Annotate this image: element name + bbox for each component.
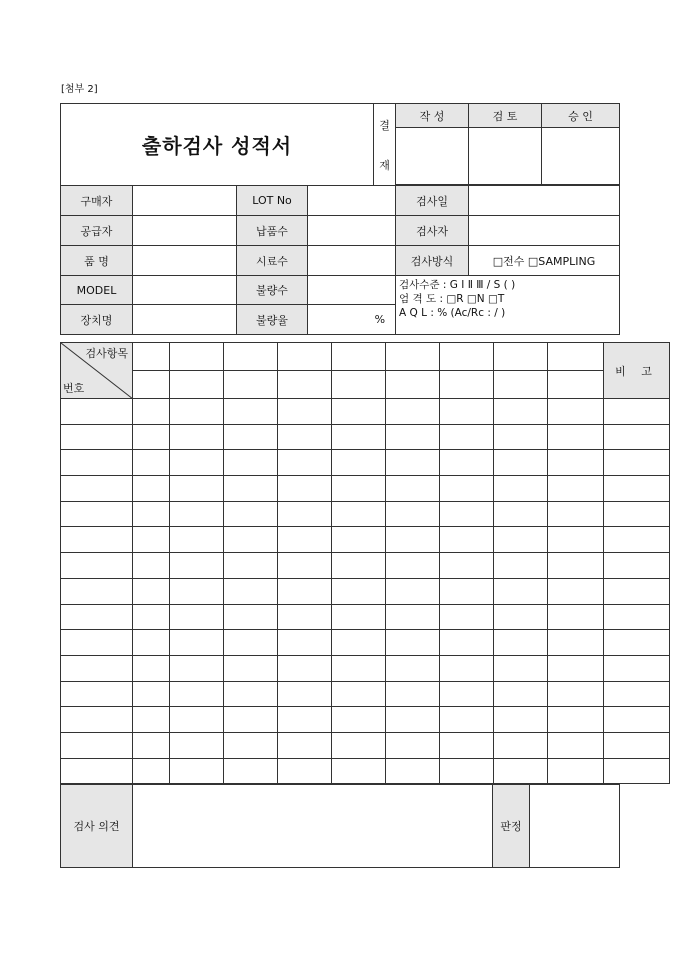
item-cell[interactable] bbox=[278, 371, 332, 399]
result-cell[interactable] bbox=[332, 630, 386, 656]
result-cell[interactable] bbox=[278, 501, 332, 527]
percent-sign: % bbox=[374, 313, 386, 326]
result-cell[interactable] bbox=[224, 758, 278, 784]
item-cell[interactable] bbox=[170, 371, 224, 399]
result-cell[interactable] bbox=[170, 578, 224, 604]
result-cell[interactable] bbox=[278, 476, 332, 502]
result-cell[interactable] bbox=[133, 501, 170, 527]
result-cell[interactable] bbox=[548, 707, 604, 733]
result-cell[interactable] bbox=[278, 450, 332, 476]
defect-rate-label: 불량율 bbox=[237, 305, 308, 335]
delivery-qty-label: 납품수 bbox=[237, 216, 308, 246]
item-cell[interactable] bbox=[278, 343, 332, 371]
result-cell[interactable] bbox=[440, 553, 494, 579]
result-cell[interactable] bbox=[224, 655, 278, 681]
table-row bbox=[61, 732, 670, 758]
table-row bbox=[61, 501, 670, 527]
row-number-cell[interactable] bbox=[61, 655, 133, 681]
table-row bbox=[61, 630, 670, 656]
table-row bbox=[61, 655, 670, 681]
result-cell[interactable] bbox=[332, 655, 386, 681]
result-cell[interactable] bbox=[133, 732, 170, 758]
result-cell[interactable] bbox=[332, 476, 386, 502]
result-cell[interactable] bbox=[133, 450, 170, 476]
remarks-cell[interactable] bbox=[604, 527, 670, 553]
result-cell[interactable] bbox=[133, 630, 170, 656]
result-cell[interactable] bbox=[440, 399, 494, 425]
table-row bbox=[61, 758, 670, 784]
result-cell[interactable] bbox=[332, 527, 386, 553]
remarks-cell[interactable] bbox=[604, 476, 670, 502]
result-cell[interactable] bbox=[386, 399, 440, 425]
result-cell[interactable] bbox=[278, 553, 332, 579]
table-row bbox=[61, 681, 670, 707]
inspection-date-label: 검사일 bbox=[396, 186, 469, 216]
result-cell[interactable] bbox=[224, 450, 278, 476]
result-cell[interactable] bbox=[494, 732, 548, 758]
result-cell[interactable] bbox=[494, 501, 548, 527]
result-cell[interactable] bbox=[494, 553, 548, 579]
result-cell[interactable] bbox=[440, 681, 494, 707]
table-row bbox=[61, 399, 670, 425]
result-cell[interactable] bbox=[170, 553, 224, 579]
result-cell[interactable] bbox=[440, 604, 494, 630]
remarks-cell[interactable] bbox=[604, 732, 670, 758]
result-cell[interactable] bbox=[224, 501, 278, 527]
item-cell[interactable] bbox=[133, 371, 170, 399]
result-cell[interactable] bbox=[440, 707, 494, 733]
remarks-cell[interactable] bbox=[604, 655, 670, 681]
row-number-cell[interactable] bbox=[61, 681, 133, 707]
approval-approved: 승 인 bbox=[542, 104, 620, 128]
result-cell[interactable] bbox=[278, 758, 332, 784]
result-cell[interactable] bbox=[440, 758, 494, 784]
result-cell[interactable] bbox=[133, 553, 170, 579]
result-cell[interactable] bbox=[278, 578, 332, 604]
result-cell[interactable] bbox=[494, 655, 548, 681]
result-cell[interactable] bbox=[278, 399, 332, 425]
remarks-cell[interactable] bbox=[604, 553, 670, 579]
remarks-cell[interactable] bbox=[604, 450, 670, 476]
result-cell[interactable] bbox=[133, 655, 170, 681]
remarks-cell[interactable] bbox=[604, 578, 670, 604]
result-cell[interactable] bbox=[224, 604, 278, 630]
result-cell[interactable] bbox=[386, 476, 440, 502]
result-cell[interactable] bbox=[386, 707, 440, 733]
result-cell[interactable] bbox=[224, 732, 278, 758]
header-table bbox=[60, 103, 620, 335]
result-cell[interactable] bbox=[224, 578, 278, 604]
grid-corner-header bbox=[61, 343, 133, 399]
table-row bbox=[61, 578, 670, 604]
result-cell[interactable] bbox=[494, 527, 548, 553]
result-cell[interactable] bbox=[548, 501, 604, 527]
result-cell[interactable] bbox=[170, 732, 224, 758]
approval-written: 작 성 bbox=[396, 104, 469, 128]
result-cell[interactable] bbox=[332, 707, 386, 733]
row-number-cell[interactable] bbox=[61, 399, 133, 425]
result-cell[interactable] bbox=[386, 630, 440, 656]
result-cell[interactable] bbox=[278, 630, 332, 656]
table-row bbox=[61, 604, 670, 630]
opinion-value[interactable] bbox=[133, 785, 493, 868]
table-row bbox=[61, 527, 670, 553]
result-cell[interactable] bbox=[548, 553, 604, 579]
remarks-cell[interactable] bbox=[604, 399, 670, 425]
result-cell[interactable] bbox=[332, 681, 386, 707]
result-cell[interactable] bbox=[332, 604, 386, 630]
result-cell[interactable] bbox=[386, 501, 440, 527]
aql: A Q L : % (Ac/Rc : / ) bbox=[399, 307, 506, 319]
result-cell[interactable] bbox=[133, 399, 170, 425]
strictness: 엄 격 도 : □R □N □T bbox=[399, 293, 505, 305]
result-cell[interactable] bbox=[170, 501, 224, 527]
item-cell[interactable] bbox=[440, 343, 494, 371]
table-row bbox=[61, 424, 670, 450]
buyer-label: 구매자 bbox=[61, 186, 133, 216]
delivery-qty-value[interactable] bbox=[308, 216, 396, 246]
item-cell[interactable] bbox=[332, 371, 386, 399]
inspection-grid bbox=[60, 342, 670, 784]
result-cell[interactable] bbox=[548, 424, 604, 450]
approval-reviewed-cell[interactable] bbox=[469, 128, 542, 185]
row-number-cell[interactable] bbox=[61, 578, 133, 604]
remarks-cell[interactable] bbox=[604, 501, 670, 527]
buyer-value[interactable] bbox=[133, 186, 237, 216]
document-title: 출하검사 성적서 bbox=[61, 104, 374, 186]
result-cell[interactable] bbox=[278, 604, 332, 630]
row-number-cell[interactable] bbox=[61, 553, 133, 579]
item-cell[interactable] bbox=[332, 343, 386, 371]
result-cell[interactable] bbox=[332, 758, 386, 784]
approval-label-bottom: 재 bbox=[379, 158, 390, 172]
table-row bbox=[61, 707, 670, 733]
result-cell[interactable] bbox=[386, 681, 440, 707]
result-cell[interactable] bbox=[332, 501, 386, 527]
result-cell[interactable] bbox=[440, 501, 494, 527]
remarks-header: 비 고 bbox=[604, 343, 670, 399]
approval-written-cell[interactable] bbox=[396, 128, 469, 185]
approval-label-top: 결 bbox=[379, 118, 390, 132]
result-cell[interactable] bbox=[332, 399, 386, 425]
result-cell[interactable] bbox=[133, 604, 170, 630]
item-cell[interactable] bbox=[133, 343, 170, 371]
item-cell[interactable] bbox=[548, 343, 604, 371]
result-cell[interactable] bbox=[386, 732, 440, 758]
result-cell[interactable] bbox=[133, 424, 170, 450]
sample-qty-label: 시료수 bbox=[237, 246, 308, 276]
result-cell[interactable] bbox=[494, 450, 548, 476]
result-cell[interactable] bbox=[332, 732, 386, 758]
row-number-cell[interactable] bbox=[61, 527, 133, 553]
result-cell[interactable] bbox=[133, 527, 170, 553]
result-cell[interactable] bbox=[278, 681, 332, 707]
item-cell[interactable] bbox=[548, 371, 604, 399]
judgement-label: 판정 bbox=[493, 785, 530, 868]
result-cell[interactable] bbox=[278, 732, 332, 758]
item-cell[interactable] bbox=[224, 371, 278, 399]
product-name-label: 품 명 bbox=[61, 246, 133, 276]
result-cell[interactable] bbox=[170, 450, 224, 476]
result-cell[interactable] bbox=[133, 758, 170, 784]
item-cell[interactable] bbox=[440, 371, 494, 399]
result-cell[interactable] bbox=[494, 399, 548, 425]
result-cell[interactable] bbox=[440, 527, 494, 553]
opinion-label: 검사 의견 bbox=[61, 785, 133, 868]
inspection-standard-block bbox=[396, 276, 620, 335]
result-cell[interactable] bbox=[224, 399, 278, 425]
result-cell[interactable] bbox=[170, 681, 224, 707]
supplier-value[interactable] bbox=[133, 216, 237, 246]
result-cell[interactable] bbox=[548, 758, 604, 784]
result-cell[interactable] bbox=[494, 476, 548, 502]
result-cell[interactable] bbox=[548, 476, 604, 502]
result-cell[interactable] bbox=[170, 655, 224, 681]
result-cell[interactable] bbox=[440, 655, 494, 681]
model-label: MODEL bbox=[61, 276, 133, 305]
result-cell[interactable] bbox=[386, 604, 440, 630]
result-cell[interactable] bbox=[494, 681, 548, 707]
attachment-label: [첨부 2] bbox=[61, 84, 98, 95]
result-cell[interactable] bbox=[224, 630, 278, 656]
item-cell[interactable] bbox=[494, 371, 548, 399]
result-cell[interactable] bbox=[440, 450, 494, 476]
result-cell[interactable] bbox=[133, 578, 170, 604]
result-cell[interactable] bbox=[494, 604, 548, 630]
table-row bbox=[61, 476, 670, 502]
grid-body bbox=[61, 399, 670, 784]
result-cell[interactable] bbox=[548, 450, 604, 476]
result-cell[interactable] bbox=[170, 630, 224, 656]
result-cell[interactable] bbox=[440, 578, 494, 604]
lot-no-label: LOT No bbox=[237, 186, 308, 216]
result-cell[interactable] bbox=[386, 758, 440, 784]
result-cell[interactable] bbox=[386, 527, 440, 553]
result-cell[interactable] bbox=[170, 424, 224, 450]
defect-qty-value[interactable] bbox=[308, 276, 396, 305]
result-cell[interactable] bbox=[386, 655, 440, 681]
result-cell[interactable] bbox=[494, 630, 548, 656]
remarks-cell[interactable] bbox=[604, 758, 670, 784]
result-cell[interactable] bbox=[224, 681, 278, 707]
defect-qty-label: 불량수 bbox=[237, 276, 308, 305]
row-number-cell[interactable] bbox=[61, 630, 133, 656]
result-cell[interactable] bbox=[548, 655, 604, 681]
result-cell[interactable] bbox=[386, 450, 440, 476]
row-number-cell[interactable] bbox=[61, 450, 133, 476]
row-number-cell[interactable] bbox=[61, 732, 133, 758]
remarks-cell[interactable] bbox=[604, 681, 670, 707]
number-header: 번호 bbox=[63, 382, 85, 395]
result-cell[interactable] bbox=[494, 424, 548, 450]
row-number-cell[interactable] bbox=[61, 476, 133, 502]
item-header: 검사항목 bbox=[85, 347, 128, 360]
result-cell[interactable] bbox=[170, 527, 224, 553]
result-cell[interactable] bbox=[440, 424, 494, 450]
approval-reviewed: 검 토 bbox=[469, 104, 542, 128]
approval-label bbox=[374, 104, 396, 186]
result-cell[interactable] bbox=[170, 604, 224, 630]
remarks-cell[interactable] bbox=[604, 630, 670, 656]
result-cell[interactable] bbox=[224, 424, 278, 450]
device-name-label: 장치명 bbox=[61, 305, 133, 335]
model-value[interactable] bbox=[133, 276, 237, 305]
inspection-date-value[interactable] bbox=[469, 186, 620, 216]
inspection-method-label: 검사방식 bbox=[396, 246, 469, 276]
remarks-cell[interactable] bbox=[604, 707, 670, 733]
result-cell[interactable] bbox=[548, 630, 604, 656]
result-cell[interactable] bbox=[224, 476, 278, 502]
result-cell[interactable] bbox=[548, 681, 604, 707]
result-cell[interactable] bbox=[170, 476, 224, 502]
result-cell[interactable] bbox=[548, 604, 604, 630]
result-cell[interactable] bbox=[278, 424, 332, 450]
judgement-value[interactable] bbox=[530, 785, 620, 868]
footer-table bbox=[60, 784, 620, 868]
row-number-cell[interactable] bbox=[61, 501, 133, 527]
result-cell[interactable] bbox=[332, 553, 386, 579]
result-cell[interactable] bbox=[332, 578, 386, 604]
result-cell[interactable] bbox=[332, 450, 386, 476]
defect-rate-value[interactable] bbox=[308, 305, 396, 335]
result-cell[interactable] bbox=[386, 424, 440, 450]
inspector-label: 검사자 bbox=[396, 216, 469, 246]
result-cell[interactable] bbox=[332, 424, 386, 450]
remarks-cell[interactable] bbox=[604, 604, 670, 630]
result-cell[interactable] bbox=[278, 527, 332, 553]
inspection-method-options[interactable]: □전수 □SAMPLING bbox=[469, 246, 620, 276]
supplier-label: 공급자 bbox=[61, 216, 133, 246]
result-cell[interactable] bbox=[133, 707, 170, 733]
result-cell[interactable] bbox=[224, 553, 278, 579]
product-name-value[interactable] bbox=[133, 246, 237, 276]
lot-no-value[interactable] bbox=[308, 186, 396, 216]
result-cell[interactable] bbox=[224, 527, 278, 553]
sample-qty-value[interactable] bbox=[308, 246, 396, 276]
result-cell[interactable] bbox=[170, 758, 224, 784]
item-cell[interactable] bbox=[386, 371, 440, 399]
result-cell[interactable] bbox=[224, 707, 278, 733]
result-cell[interactable] bbox=[548, 527, 604, 553]
result-cell[interactable] bbox=[386, 578, 440, 604]
result-cell[interactable] bbox=[440, 630, 494, 656]
inspector-value[interactable] bbox=[469, 216, 620, 246]
remarks-cell[interactable] bbox=[604, 424, 670, 450]
row-number-cell[interactable] bbox=[61, 424, 133, 450]
result-cell[interactable] bbox=[278, 707, 332, 733]
row-number-cell[interactable] bbox=[61, 707, 133, 733]
inspection-level: 검사수준 : G Ⅰ Ⅱ Ⅲ / S ( ) bbox=[399, 279, 516, 291]
result-cell[interactable] bbox=[494, 758, 548, 784]
table-row bbox=[61, 450, 670, 476]
table-row bbox=[61, 553, 670, 579]
result-cell[interactable] bbox=[440, 732, 494, 758]
item-cell[interactable] bbox=[494, 343, 548, 371]
result-cell[interactable] bbox=[386, 553, 440, 579]
item-cell[interactable] bbox=[224, 343, 278, 371]
result-cell[interactable] bbox=[494, 578, 548, 604]
result-cell[interactable] bbox=[440, 476, 494, 502]
result-cell[interactable] bbox=[494, 707, 548, 733]
device-name-value[interactable] bbox=[133, 305, 237, 335]
item-cell[interactable] bbox=[170, 343, 224, 371]
result-cell[interactable] bbox=[548, 399, 604, 425]
result-cell[interactable] bbox=[170, 707, 224, 733]
result-cell[interactable] bbox=[548, 732, 604, 758]
result-cell[interactable] bbox=[133, 681, 170, 707]
result-cell[interactable] bbox=[278, 655, 332, 681]
row-number-cell[interactable] bbox=[61, 604, 133, 630]
approval-approved-cell[interactable] bbox=[542, 128, 620, 185]
row-number-cell[interactable] bbox=[61, 758, 133, 784]
result-cell[interactable] bbox=[170, 399, 224, 425]
result-cell[interactable] bbox=[548, 578, 604, 604]
result-cell[interactable] bbox=[133, 476, 170, 502]
item-cell[interactable] bbox=[386, 343, 440, 371]
